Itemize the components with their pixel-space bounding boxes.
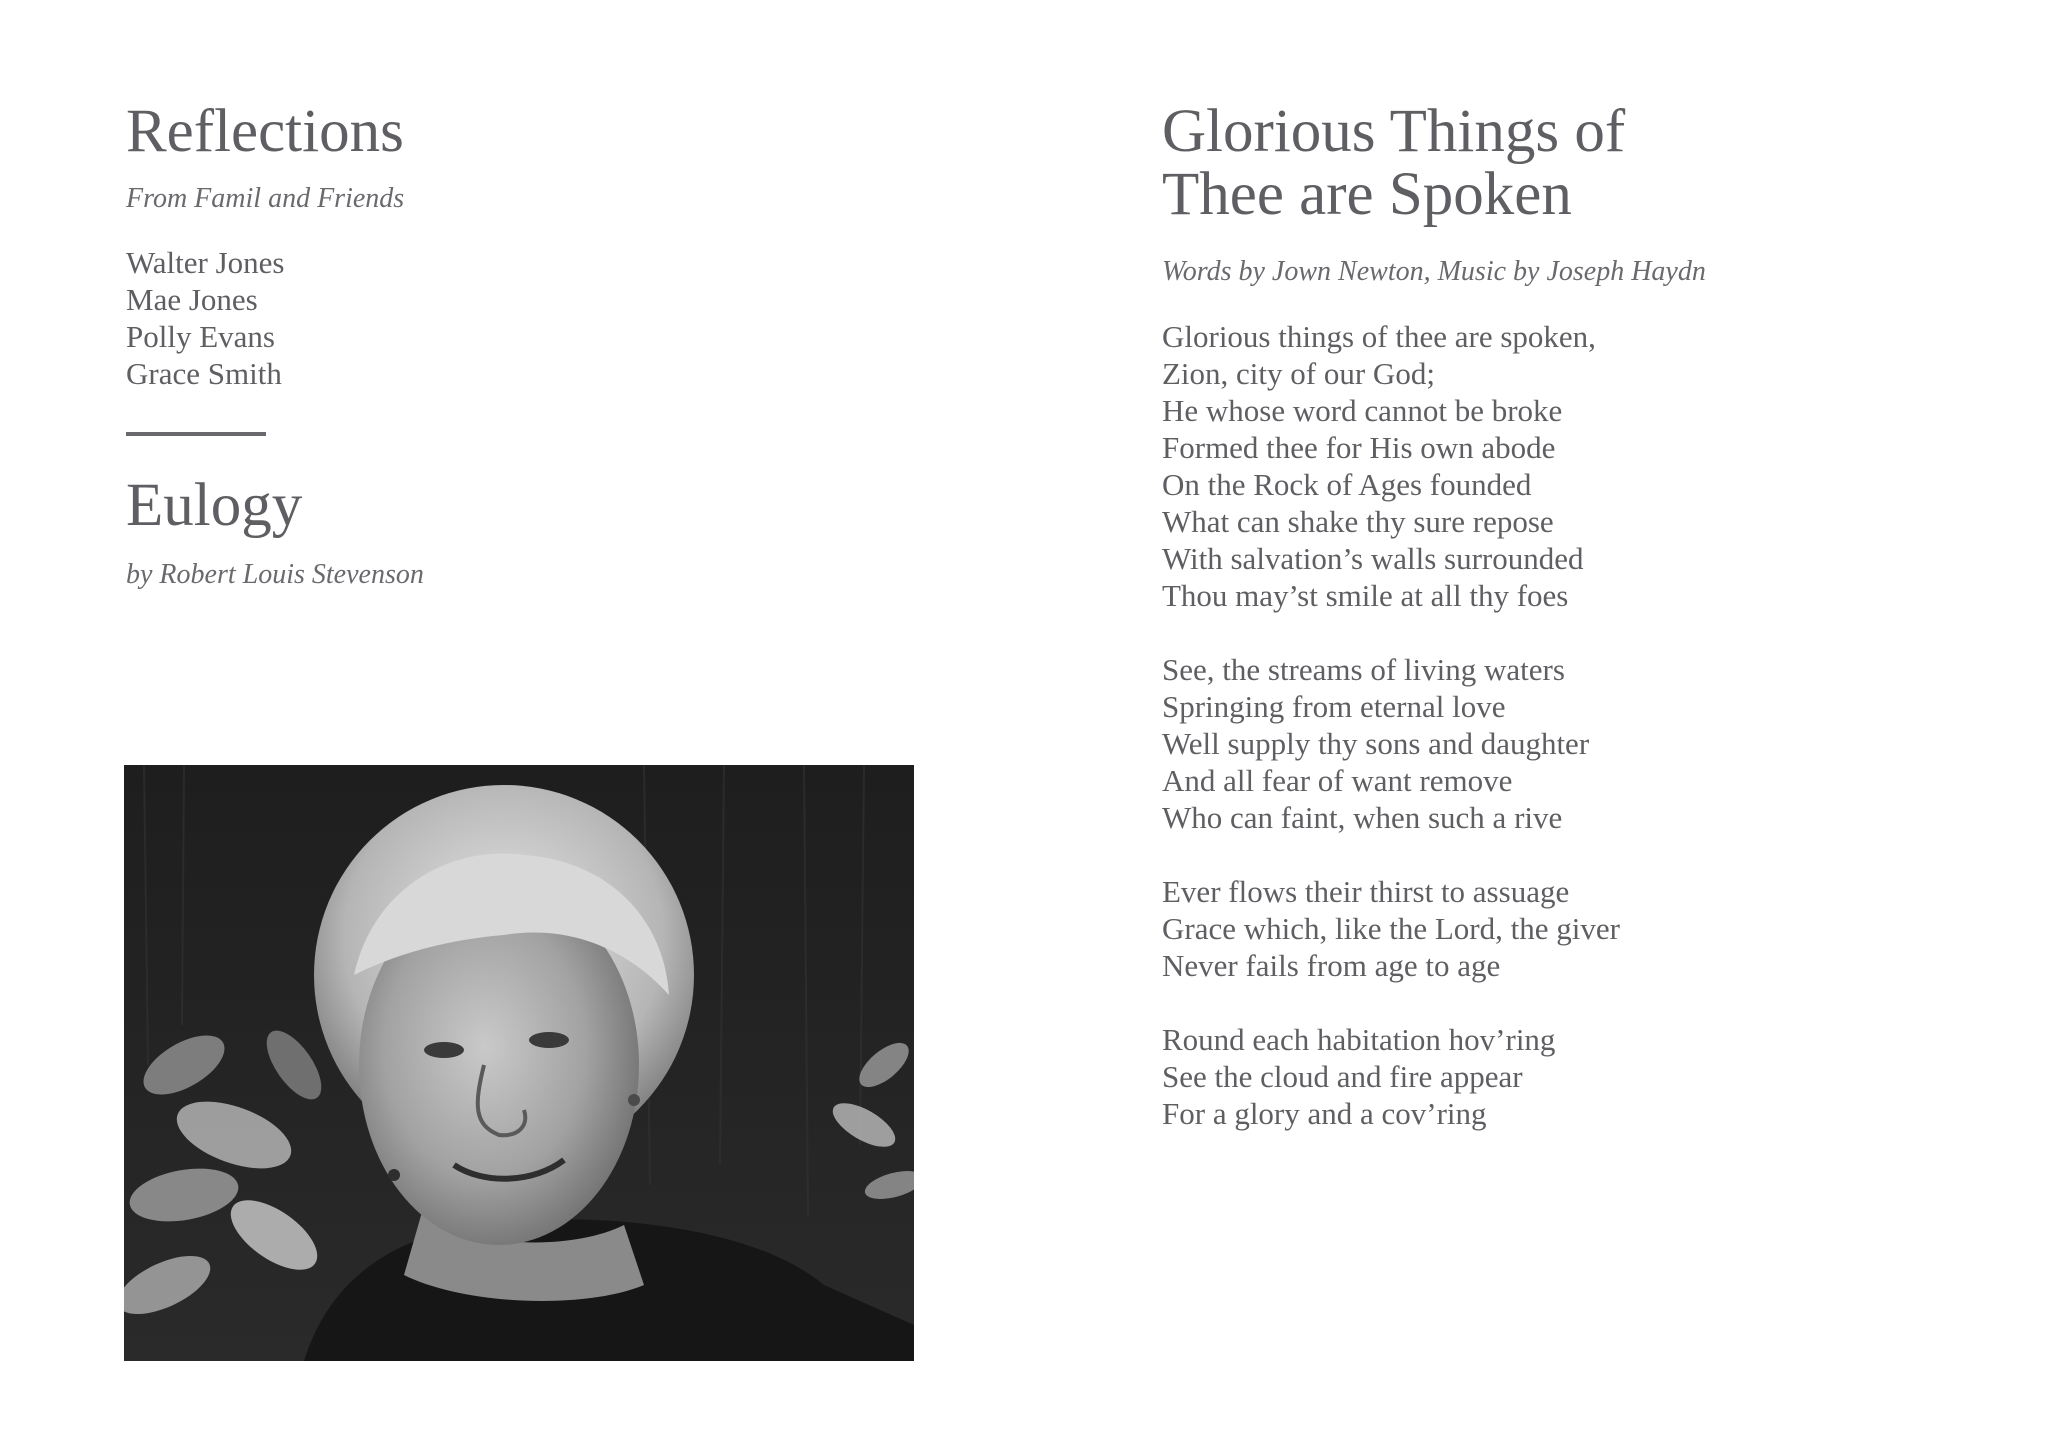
lyric-line: For a glory and a cov’ring [1162, 1096, 1487, 1131]
lyric-line: See, the streams of living waters [1162, 652, 1565, 687]
lyric-line: Ever flows their thirst to assuage [1162, 874, 1570, 909]
stanza [1162, 318, 1982, 614]
eulogy-title: Eulogy [126, 472, 303, 539]
lyric-line: Formed thee for His own abode [1162, 430, 1556, 465]
list-item: Walter Jones [126, 245, 285, 280]
lyric-line: Springing from eternal love [1162, 689, 1506, 724]
lyric-line: Well supply thy sons and daughter [1162, 726, 1590, 761]
lyric-line: Round each habitation hov’ring [1162, 1022, 1556, 1057]
list-item: Mae Jones [126, 282, 258, 317]
list-item: Grace Smith [126, 356, 282, 391]
lyric-line: Glorious things of thee are spoken, [1162, 319, 1596, 354]
stanza [1162, 873, 1982, 984]
hymn-title-line: Glorious Things of [1162, 98, 1626, 165]
section-divider [126, 432, 266, 436]
names-list [126, 244, 926, 392]
lyric-line: On the Rock of Ages founded [1162, 467, 1532, 502]
hymn-credits: Words by Jown Newton, Music by Joseph Haydn [1162, 256, 1706, 287]
hymn-title [1162, 100, 1982, 226]
stanza [1162, 651, 1982, 836]
hymn-title-line: Thee are Spoken [1162, 161, 1572, 228]
hymn-lyrics [1162, 318, 1982, 1132]
lyric-line: See the cloud and fire appear [1162, 1059, 1523, 1094]
lyric-line: He whose word cannot be broke [1162, 393, 1563, 428]
lyric-line: Zion, city of our God; [1162, 356, 1435, 391]
lyric-line: What can shake thy sure repose [1162, 504, 1554, 539]
lyric-line: Who can faint, when such a rive [1162, 800, 1563, 835]
lyric-line: Grace which, like the Lord, the giver [1162, 911, 1620, 946]
left-column [126, 100, 926, 593]
lyric-line: Never fails from age to age [1162, 948, 1501, 983]
lyric-line: Thou may’st smile at all thy foes [1162, 578, 1569, 613]
eulogy-subtitle: by Robert Louis Stevenson [126, 559, 424, 590]
reflections-title: Reflections [126, 98, 404, 165]
stanza [1162, 1021, 1982, 1132]
lyric-line: With salvation’s walls surrounded [1162, 541, 1584, 576]
lyric-line: And all fear of want remove [1162, 763, 1513, 798]
list-item: Polly Evans [126, 319, 275, 354]
reflections-subtitle: From Famil and Friends [126, 183, 405, 214]
right-column [1162, 100, 1982, 1169]
portrait-photo [124, 765, 914, 1361]
